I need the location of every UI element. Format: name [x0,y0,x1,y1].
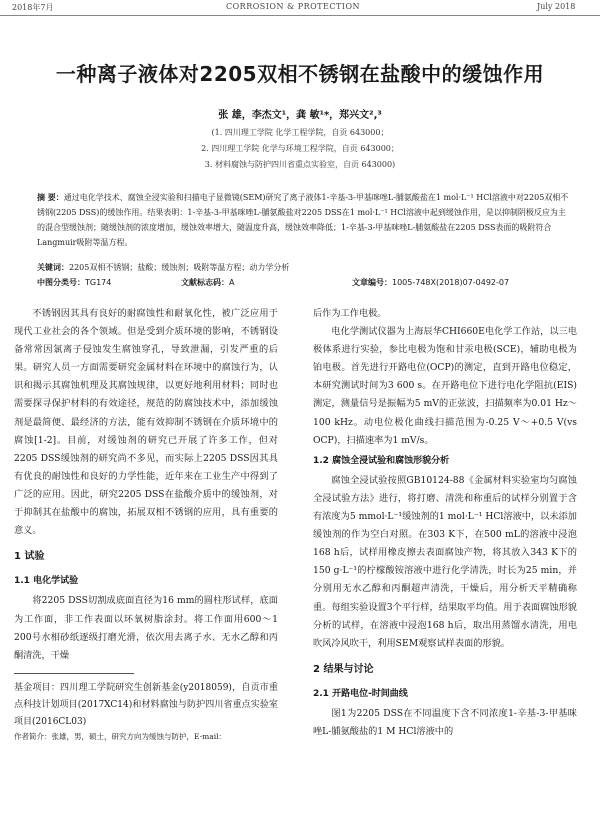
left-column [14,305,278,743]
affiliation-1: (1. 四川理工学院 化学工程学院，自贡 643000； [211,128,389,137]
section-2-1-heading: 2.1 开路电位-时间曲线 [313,688,408,699]
intro-paragraph: 不锈钢因其具有良好的耐腐蚀性和耐氧化性，被广泛应用于现代工业社会的各个领域。但是受到介质环境的影响，不锈钢设备常常因氯离子侵蚀发生腐蚀穿孔，导致泄漏，引发严重的后果。研究人员一方面需要研究金属材料在环境中的腐蚀行为，认识和揭示其腐蚀机理及其腐蚀规律，以更好地利用材料；同时也需要探寻保护材料的有效途径，规范的防腐蚀技术中，添加缓蚀剂是最简便、最经济的方法，能有效抑制不锈钢在介质环境中的腐蚀[1-2]。目前，对缓蚀剂的研究已开展了许多工作，但对2205 DSS缓蚀剂的研究尚不多见，而实际上2205 DSS因其具有优良的耐蚀性和良好的力学性能，近年来在工业生产中得到了广泛的应用。因此，研究2205 DSS在盐酸介质中的缓蚀剂，对于抑制其在盐酸中的腐蚀，拓展双相不锈钢的应用，具有重要的意义。 [14,308,278,537]
doc-code [181,277,234,288]
electrochem-paragraph: 电化学测试仪器为上海辰华CHI660E电化学工作站，以三电极体系进行实验，参比电极为饱和甘汞电极(SCE)，辅助电极为铂电极。首先进行开路电位(OCP)的测定，直到开路电位稳定，本研究测试时间为3 600 s。在开路电位下进行电化学阻抗(EIS)测定，测量信号是振幅为5 mV的正弦波，扫描频率为0.01 Hz～100 kHz。动电位极化曲线扫描范围为-0.25 V～+0.5 V(vs OCP)，扫描速率为1 mV/s。 [313,326,577,446]
art-value: 1005-748X(2018)07-0492-07 [392,278,510,287]
keywords-text: 2205双相不锈钢；盐酸；缓蚀剂；吸附等温方程；动力学分析 [69,263,290,272]
art-label: 文章编号： [352,278,392,287]
paper-title: 一种离子液体对2205双相不锈钢在盐酸中的缓蚀作用 [55,62,545,86]
abstract [37,190,569,250]
doc-value: A [229,278,235,287]
clc-number [37,277,111,288]
section-2-1-text: 图1为2205 DSS在不同温度下含不同浓度1-辛基-3-甲基咪唑L-脯氨酸盐的1 M HCl溶液中的 [313,707,577,738]
running-header [0,0,600,16]
affiliation-3: 3. 材料腐蚀与防护四川省重点实验室，自贡 643000) [204,160,396,169]
doc-label: 文献标志码： [181,278,229,287]
abstract-label: 摘 要： [37,193,64,202]
section-2-heading: 2 结果与讨论 [313,663,374,675]
funding-note: 基金项目：四川理工学院研究生创新基金(y2018059)，自贡市重点科技计划项目(2017XC14)和材料腐蚀与防护四川省重点实验室项目(2016CL03) [14,682,278,727]
clc-label: 中图分类号： [37,278,85,287]
header-date-en: July 2018 [537,2,576,11]
clc-value: TG174 [85,278,112,287]
continued-text: 后作为工作电极。 [313,308,387,319]
section-1-heading: 1 试验 [14,551,45,563]
keywords-label: 关键词： [37,263,69,272]
header-date: 2018年7月 [12,3,54,12]
section-1-1-text: 将2205 DSS切割成底面直径为16 mm的圆柱形试样，底面为工作面，非工作表面以环氧树脂涂封。将工作面用600～1 200号水相砂纸逐级打磨光滑，依次用去离子水、无水乙醇和丙酮清洗，干燥 [14,595,278,661]
keywords [37,260,569,275]
abstract-text: 通过电化学技术、腐蚀全浸实验和扫描电子显微镜(SEM)研究了离子液体1-辛基-3-甲基咪唑L-脯氨酸盐在1 mol·L⁻¹ HCl溶液中对2205双相不锈钢(2205 DSS)的缓蚀作用。结果表明：1-辛基-3-甲基咪唑L-脯氨酸盐对2205 DSS在1 mol·L⁻¹ HCl溶液中起到缓蚀作用，是以抑制阴极反应为主的混合型缓蚀剂；随缓蚀剂的浓度增加，缓蚀效率增大，随温度升高，缓蚀效率降低；1-辛基-3-甲基咪唑L-脯氨酸盐在2205 DSS表面的吸附符合Langmuir吸附等温方程。 [37,193,569,247]
footnote-divider [14,673,134,674]
section-1-2-heading: 1.2 腐蚀全浸试验和腐蚀形貌分析 [313,455,450,466]
affiliation-2: 2. 四川理工学院 化学与环境工程学院，自贡 643000； [201,144,399,153]
article-number [352,277,509,288]
section-1-2-text: 腐蚀全浸试验按照GB10124-88《金属材料实验室均匀腐蚀全浸试验方法》进行，将打磨、清洗和称重后的试样分别置于含有浓度为5 mmol·L⁻¹缓蚀剂的1 mol·L⁻¹ HCl溶液中，以未添加缓蚀剂的作为空白对照。在303 K下，在500 mL的溶液中浸泡168 h后，试样用橡皮擦去表面腐蚀产物，将其放入343 K下的150 g·L⁻¹的柠檬酸铵溶液中进行化学清洗，时长为25 min，并分别用无水乙醇和丙酮超声清洗，干燥后，用分析天平精确称重。每组实验设置3个平行样，结果取平均值。用于表面腐蚀形貌分析的试样，在溶液中浸泡168 h后，取出用蒸馏水清洗，用电吹风冷风吹干，利用SEM观察试样表面的形貌。 [313,474,577,649]
section-1-1-heading: 1.1 电化学试验 [14,576,79,587]
header-journal: CORROSION & PROTECTION [226,2,361,11]
author-list: 张 雄，李杰文¹，龚 敏¹*，郑兴文²,³ [218,110,382,121]
right-column [313,305,577,741]
author-contact: 作者简介：张雄，男，硕士，研究方向为缓蚀与防护，E-mail： [14,731,227,741]
